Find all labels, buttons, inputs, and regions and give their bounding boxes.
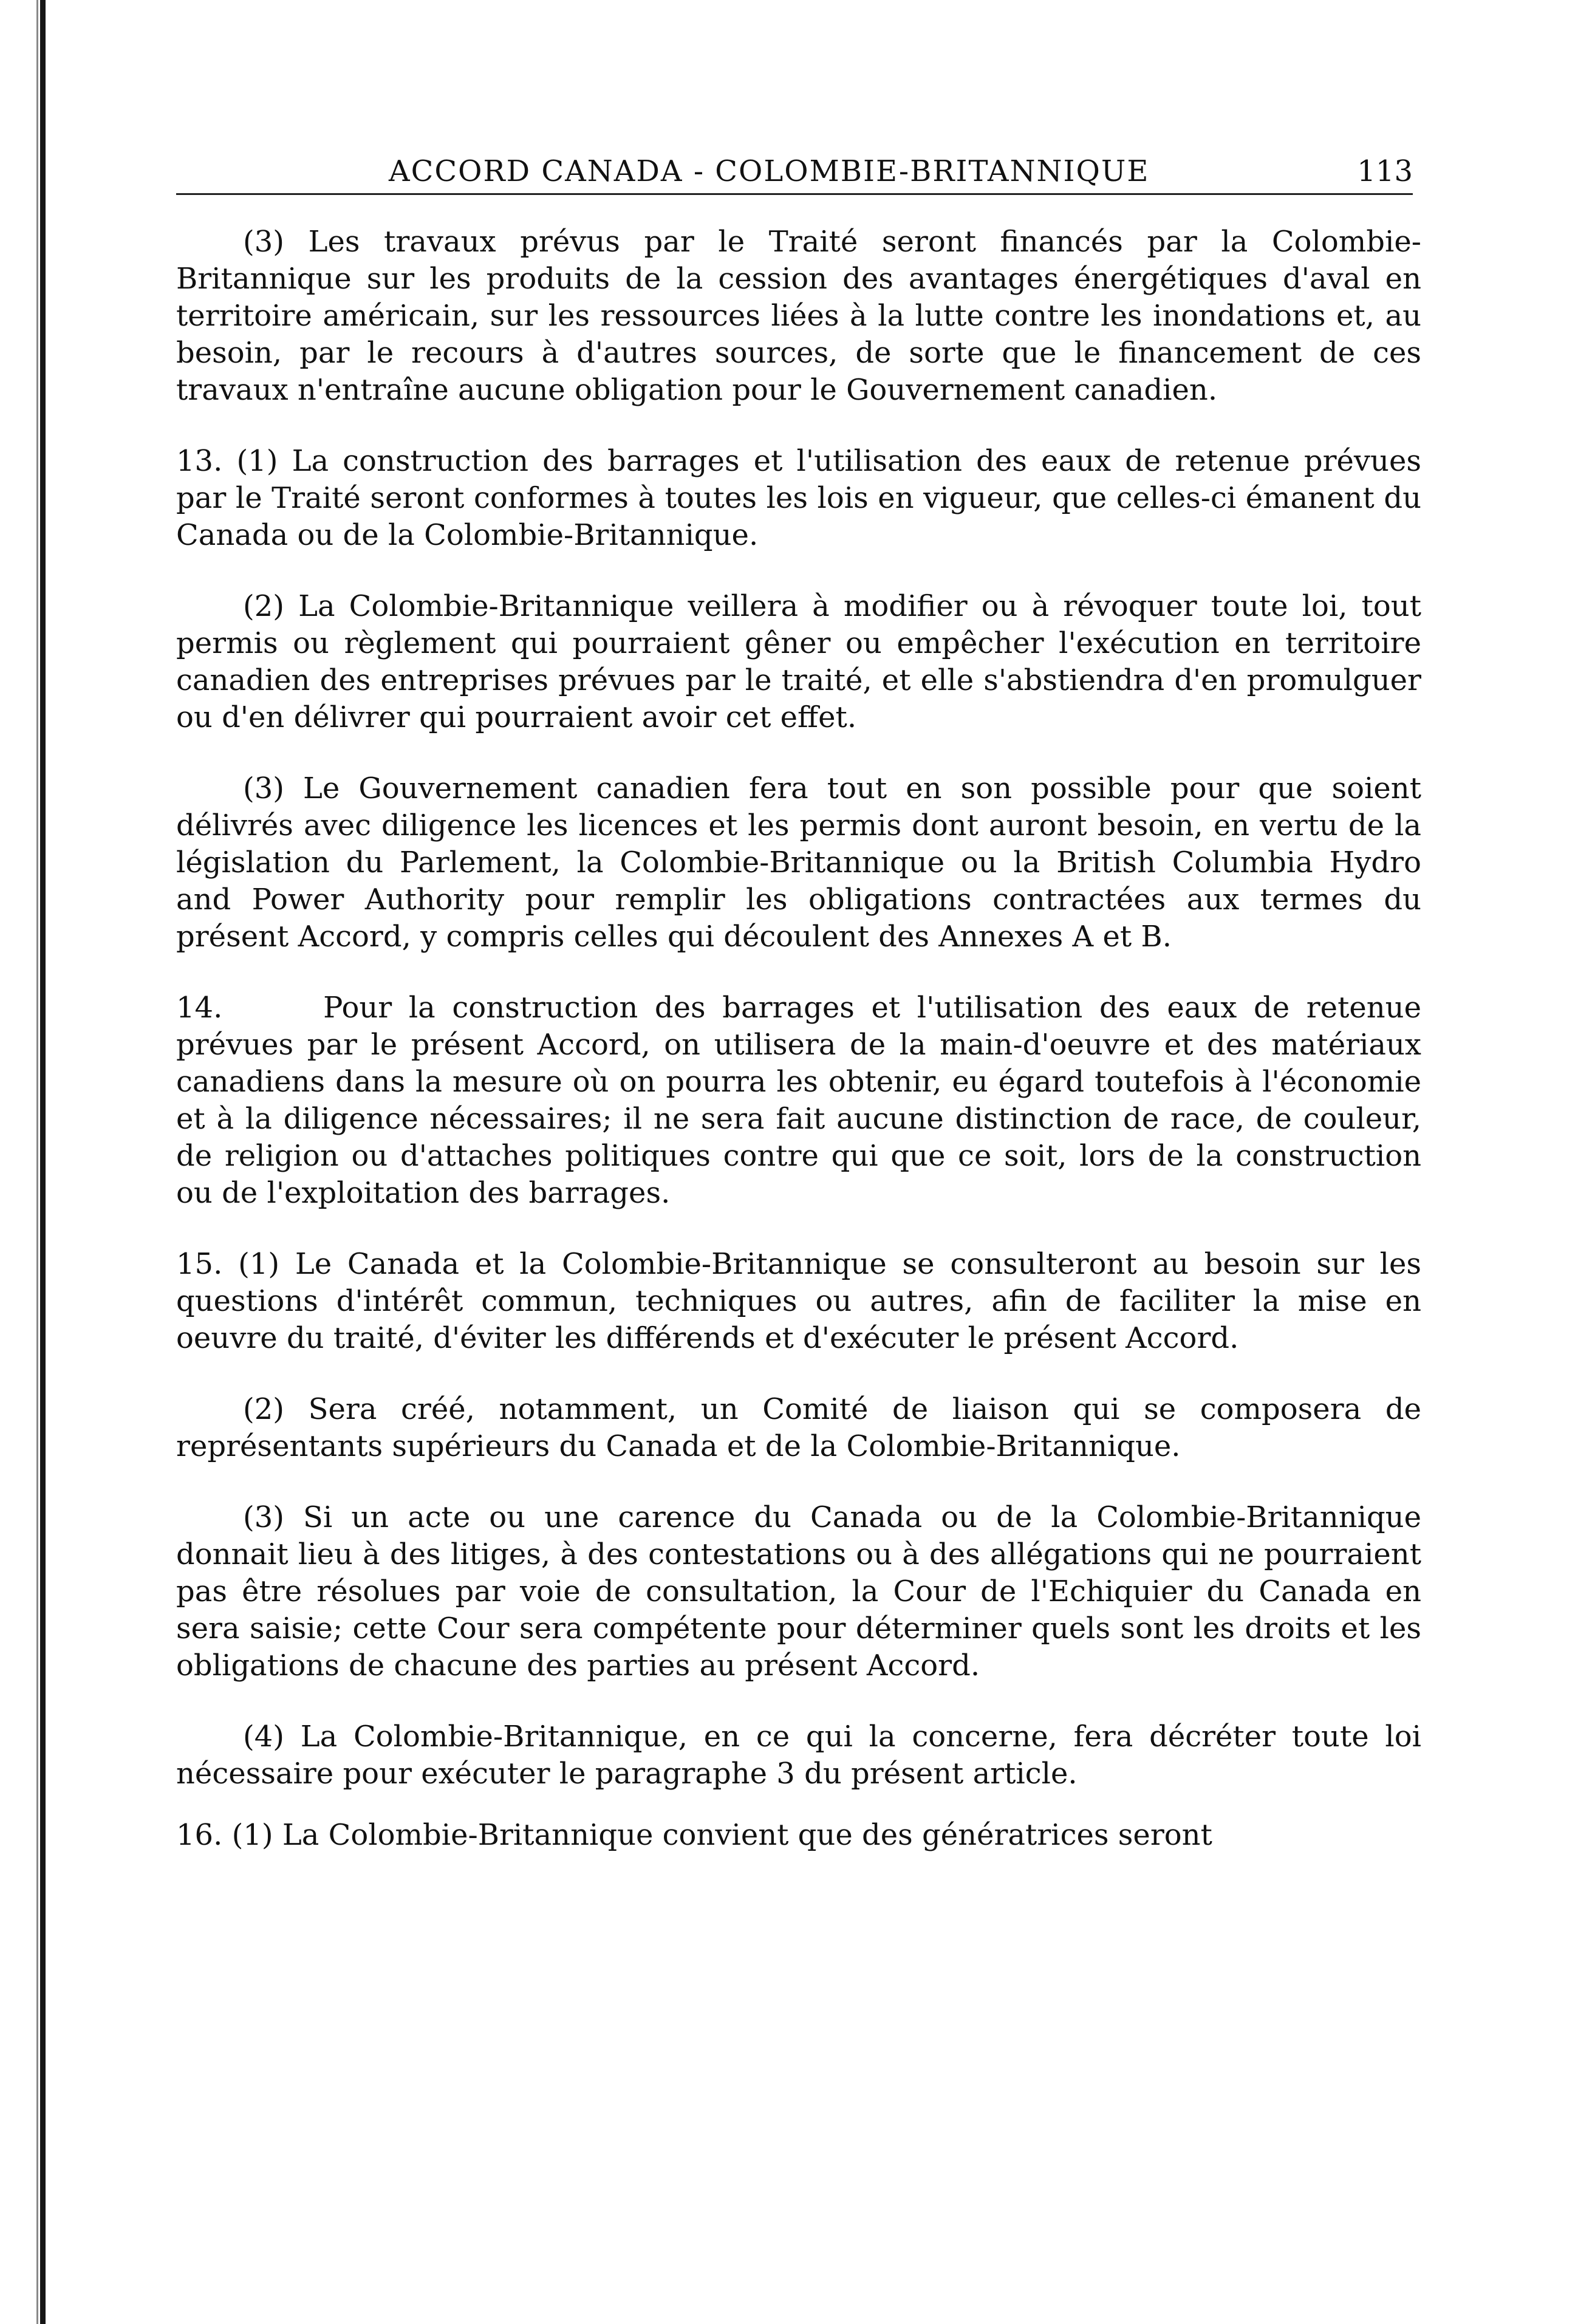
paragraph-16-1: 16. (1) La Colombie-Britannique convient que des génératrices seront bbox=[176, 1818, 1212, 1852]
paragraph-12-3: (3) Les travaux prévus par le Traité seront financés par la Colombie-Britannique sur les produits de la cession des avantages énergétiques d'aval en territoire américain, sur les ressources liées à la lutte contre les inondations et, au besoin, par le recours à d'autres sources, de sorte que le financement de ces travaux n'entraîne aucune obligation pour le Gouvernement canadien. bbox=[176, 225, 1421, 407]
binding-edge-line bbox=[36, 0, 38, 2324]
paragraph-15-1: 15. (1) Le Canada et la Colombie-Britannique se consulteront au besoin sur les questions d'intérêt commun, techniques ou autres, afin de faciliter la mise en oeuvre du traité, d'éviter les différends et d'exécuter le présent Accord. bbox=[176, 1247, 1421, 1355]
paragraph-13-1: 13. (1) La construction des barrages et l'utilisation des eaux de retenue prévues par le Traité seront conformes à toutes les lois en vigueur, que celles-ci émanent du Canada ou de la Colombie-Britannique. bbox=[176, 444, 1421, 552]
paragraph-14: 14. Pour la construction des barrages et l'utilisation des eaux de retenue prévues par le présent Accord, on utilisera de la main-d'oeuvre et des matériaux canadiens dans la mesure où on pourra les obtenir, eu égard toutefois à l'économie et à la diligence nécessaires; il ne sera fait aucune distinction de race, de couleur, de religion ou d'attaches politiques contre qui que ce soit, lors de la construction ou de l'exploitation des barrages. bbox=[176, 991, 1431, 1210]
header-rule bbox=[176, 193, 1413, 195]
paragraph-15-2: (2) Sera créé, notamment, un Comité de liaison qui se composera de représentants supérieurs du Canada et de la Colombie-Britannique. bbox=[176, 1392, 1421, 1463]
binding-edge bbox=[40, 0, 46, 2324]
running-header: ACCORD CANADA - COLOMBIE-BRITANNIQUE bbox=[389, 154, 1150, 188]
page-number: 113 bbox=[1357, 154, 1413, 188]
paragraph-13-3: (3) Le Gouvernement canadien fera tout en son possible pour que soient délivrés avec diligence les licences et les permis dont auront besoin, en vertu de la législation du Parlement, la Colombie-Britannique ou la British Columbia Hydro and Power Authority pour remplir les obligations contractées aux termes du présent Accord, y compris celles qui découlent des Annexes A et B. bbox=[176, 771, 1421, 954]
paragraph-13-2: (2) La Colombie-Britannique veillera à modifier ou à révoquer toute loi, tout permis ou règlement qui pourraient gêner ou empêcher l'exécution en territoire canadien des entreprises prévues par le traité, et elle s'abstiendra d'en promulguer ou d'en délivrer qui pourraient avoir cet effet. bbox=[176, 589, 1421, 734]
paragraph-15-4: (4) La Colombie-Britannique, en ce qui la concerne, fera décréter toute loi nécessaire pour exécuter le paragraphe 3 du présent article. bbox=[176, 1720, 1421, 1791]
body-text bbox=[176, 224, 1431, 1854]
paragraph-15-3: (3) Si un acte ou une carence du Canada ou de la Colombie-Britannique donnait lieu à des litiges, à des contestations ou à des allégations qui ne pourraient pas être résolues par voie de consultation, la Cour de l'Echiquier du Canada en sera saisie; cette Cour sera compétente pour déterminer quels sont les droits et les obligations de chacune des parties au présent Accord. bbox=[176, 1500, 1421, 1683]
